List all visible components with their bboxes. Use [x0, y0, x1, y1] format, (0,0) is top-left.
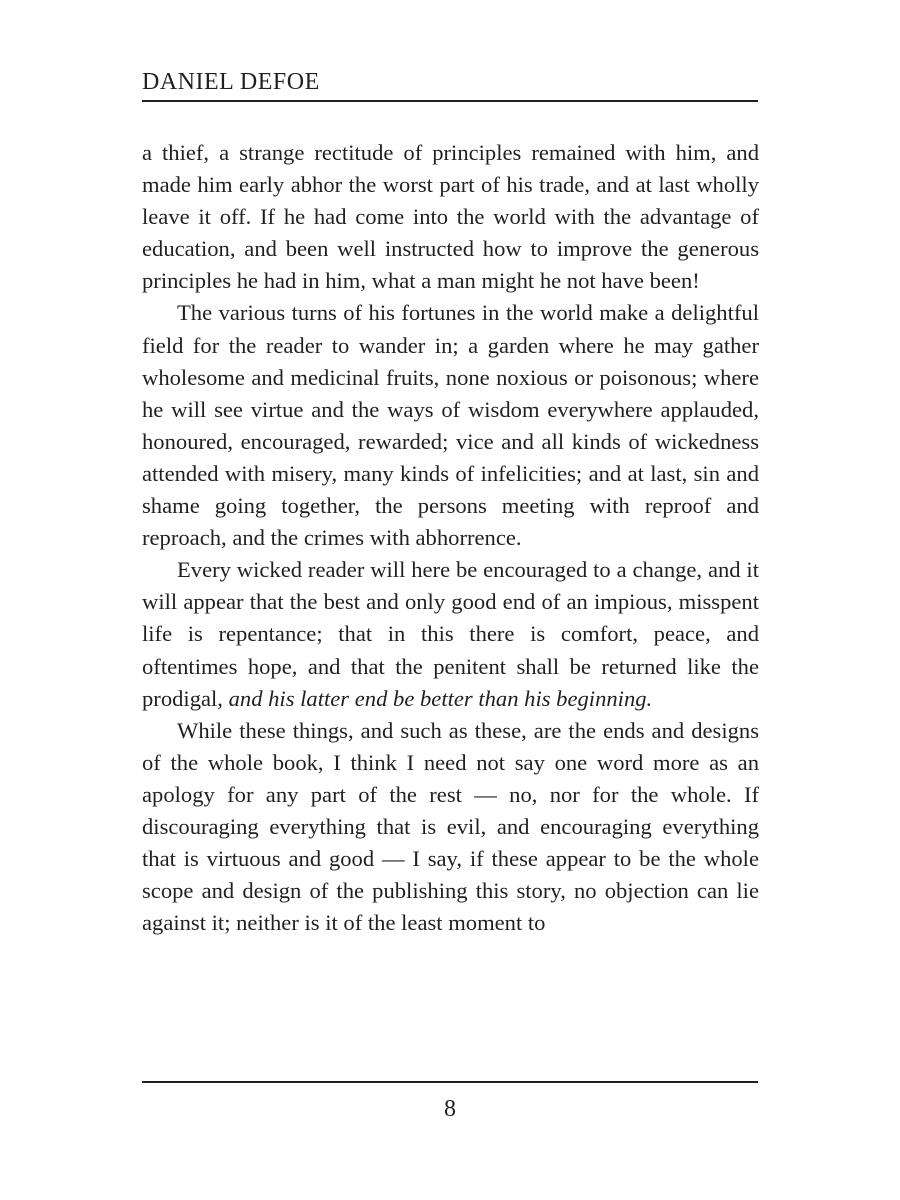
- paragraph-3: [142, 554, 759, 714]
- paragraph-1: a thief, a strange rectitude of principles remained with him, and made him early abhor the worst part of his trade, and at last wholly leave it off. If he had come into the world with the advantage of education, and been well instructed how to improve the generous principles he had in him, what a man might he not have been!: [142, 140, 759, 294]
- paragraph-4: While these things, and such as these, are the ends and designs of the whole book, I think I need not say one word more as an apology for any part of the rest — no, nor for the whole. If discouraging everything that is evil, and encouraging everything that is virtuous and good — I say, if these appear to be the whole scope and design of the publishing this story, no objection can lie against it; neither is it of the least moment to: [142, 717, 759, 936]
- header-rule: [142, 100, 758, 102]
- paragraph-3-italic-quote: and his latter end be better than his beginning.: [228, 685, 653, 711]
- page-number: 8: [444, 1096, 456, 1122]
- footer-rule: [142, 1081, 758, 1083]
- body-text: [142, 137, 759, 939]
- paragraph-2: The various turns of his fortunes in the world make a delightful field for the reader to wander in; a garden where he may gather wholesome and medicinal fruits, none noxious or poisonous; where he will see virtue and the ways of wisdom everywhere applauded, honoured, encouraged, rewarded; vice and all kinds of wickedness attended with misery, many kinds of infelicities; and at last, sin and shame going together, the persons meeting with reproof and reproach, and the crimes with abhorrence.: [142, 300, 759, 551]
- running-head-title: DANIEL DEFOE: [142, 69, 320, 95]
- paragraph-3-text: Every wicked reader will here be encouraged to a change, and it will appear that the best and only good end of an impious, misspent life is repentance; that in this there is comfort, peace, and oftentimes hope, and that the penitent shall be returned like the prodigal,: [142, 557, 759, 711]
